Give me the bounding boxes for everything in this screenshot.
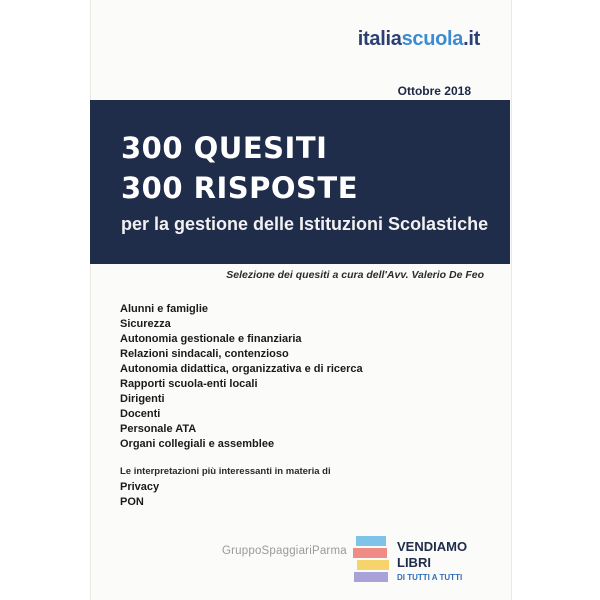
seller-line-2: LIBRI: [397, 555, 431, 570]
brand-part-2: scuola: [401, 28, 464, 50]
topic-item: Autonomia gestionale e finanziaria: [120, 333, 302, 345]
topic-item: Personale ATA: [120, 423, 197, 435]
extra-topic-item: PON: [120, 496, 144, 508]
edition-date: Ottobre 2018: [397, 84, 471, 98]
topic-item: Alunni e famiglie: [120, 303, 209, 315]
seller-tagline: DI TUTTI A TUTTI: [397, 573, 463, 582]
title-line-2: 300 RISPOSTE: [121, 171, 359, 205]
book-stack-layer: [353, 548, 387, 558]
topic-item: Autonomia didattica, organizzativa e di ricerca: [120, 363, 363, 375]
editor-credit: Selezione dei quesiti a cura dell'Avv. Valerio De Feo: [226, 269, 484, 281]
topic-item: Docenti: [120, 408, 161, 420]
brand-logo: [358, 28, 480, 51]
seller-line-1: VENDIAMO: [397, 539, 468, 554]
brand-part-3: .it: [463, 28, 480, 50]
book-stack-icon: [352, 534, 392, 584]
note-text: Le interpretazioni più interessanti in materia di: [120, 466, 331, 477]
publisher-logo: GruppoSpaggiariParma: [222, 545, 347, 557]
topic-item: Sicurezza: [120, 318, 171, 330]
book-stack-layer: [357, 560, 389, 570]
book-stack-layer: [356, 536, 386, 546]
extra-topic-list: [120, 480, 159, 510]
topic-item: Rapporti scuola-enti locali: [120, 378, 258, 390]
title-line-1: 300 QUESITI: [121, 131, 328, 165]
topic-item: Dirigenti: [120, 393, 165, 405]
subtitle: per la gestione delle Istituzioni Scolastiche: [121, 214, 489, 234]
topic-item: Relazioni sindacali, contenzioso: [120, 348, 289, 360]
title-banner: [90, 100, 510, 264]
brand-part-1: italia: [357, 28, 402, 50]
extra-topic-item: Privacy: [120, 481, 160, 493]
book-stack-layer: [354, 572, 388, 582]
topic-list: [120, 302, 363, 452]
topic-item: Organi collegiali e assemblee: [120, 438, 275, 450]
